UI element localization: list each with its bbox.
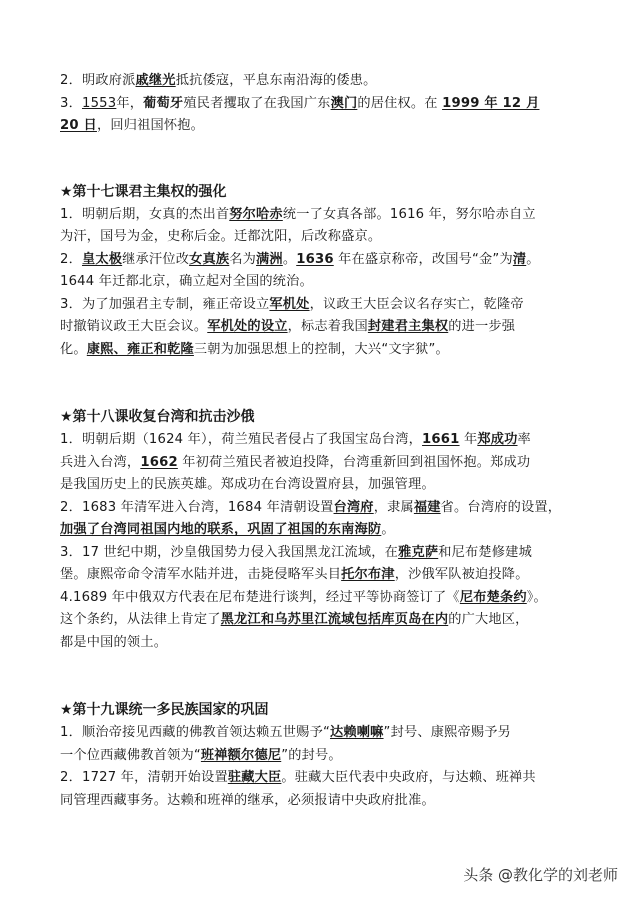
paragraph-16-2 xyxy=(60,70,595,93)
key-term: 封建君主集权 xyxy=(367,319,449,334)
text: 三朝为加强思想上的控制，大兴“文字狱”。 xyxy=(193,341,449,357)
text: 化。 xyxy=(60,341,87,357)
paragraph-19-2 xyxy=(60,767,595,790)
text: 年， xyxy=(116,95,144,111)
text: 这个条约，从法律上肯定了 xyxy=(60,612,221,627)
text: 3．17 世纪中期，沙皇俄国势力侵入我国黑龙江流域，在 xyxy=(60,544,399,560)
paragraph-18-4 xyxy=(60,587,595,610)
key-term: 黑龙江和乌苏里江流域包括库页岛在内 xyxy=(220,612,449,627)
key-term: 军机处 xyxy=(269,296,310,312)
text: 年 xyxy=(459,432,478,447)
section-title-17: ★第十七课君主集权的强化 xyxy=(60,183,227,200)
text: ，沙俄军队被迫投降。 xyxy=(394,567,529,582)
text: 3．为了加强君主专制，雍正帝设立 xyxy=(60,296,270,312)
paragraph-18-4-cont xyxy=(60,609,595,632)
key-term: 皇太极 xyxy=(81,251,123,267)
key-term: 军机处的设立 xyxy=(207,319,288,334)
text: 。驻藏大臣代表中央政府，与达赖、班禅共 xyxy=(281,770,536,785)
key-term: 澳门 xyxy=(330,95,358,111)
key-term: 清 xyxy=(512,251,527,267)
paragraph-18-4-cont2: 都是中国的领土。 xyxy=(60,634,168,650)
text: 2． xyxy=(60,251,82,267)
key-term: 1661 xyxy=(422,432,460,447)
key-term: 1999 年 12 月 xyxy=(442,95,540,111)
text: 的广大地区， xyxy=(448,612,529,627)
text: 统一了女真各部。1616 年，努尔哈赤自立 xyxy=(282,206,536,222)
text: ”封号、康熙帝赐予另 xyxy=(383,725,512,740)
author-watermark: 头条 @教化学的刘老师 xyxy=(463,866,618,884)
text: 2．1727 年，清朝开始设置 xyxy=(60,770,228,785)
key-term: 满洲 xyxy=(256,251,283,267)
key-term: 郑成功 xyxy=(477,432,518,447)
text: 抵抗倭寇，平息东南沿海的倭患。 xyxy=(175,73,377,88)
key-term: 驻藏大臣 xyxy=(227,770,282,785)
text: ，议政王大臣会议名存实亡，乾隆帝 xyxy=(309,296,524,312)
text: ，标志着我国 xyxy=(287,319,368,334)
paragraph-18-1-cont2: 是我国历史上的民族英雄。郑成功在台湾设置府县，加强管理。 xyxy=(60,477,435,492)
paragraph-17-1-cont: 为汗，国号为金，史称后金。迁都沈阳，后改称盛京。 xyxy=(60,229,382,244)
key-term: 康熙、雍正和乾隆 xyxy=(86,341,194,357)
paragraph-16-3 xyxy=(60,93,595,116)
text: 名为 xyxy=(229,251,257,267)
key-term: 1662 xyxy=(140,454,178,470)
text: ”的封号。 xyxy=(281,747,342,763)
paragraph-19-1 xyxy=(60,722,595,745)
text: 堡。康熙帝命令清军水陆并进，击毙侵略军头目 xyxy=(60,567,342,582)
key-term: 尼布楚条约 xyxy=(459,589,527,605)
document-page xyxy=(60,70,595,812)
text: ，隶属 xyxy=(373,499,414,515)
text: 》。 xyxy=(526,589,547,605)
key-term: 班禅额尔德尼 xyxy=(200,747,282,763)
section-title-19: ★第十九课统一多民族国家的巩固 xyxy=(60,702,269,718)
key-term: 雅克萨 xyxy=(398,544,439,560)
paragraph-18-2-cont xyxy=(60,519,595,542)
paragraph-17-3-cont2 xyxy=(60,339,595,362)
text: 。 xyxy=(381,522,395,537)
paragraph-18-3-cont xyxy=(60,564,595,587)
text: 率 xyxy=(517,432,531,447)
text: 。 xyxy=(526,251,540,267)
text: 1．顺治帝接见西藏的佛教首领达赖五世赐予“ xyxy=(60,725,330,740)
key-term: 福建 xyxy=(413,499,441,515)
key-term: 台湾府 xyxy=(333,499,374,515)
paragraph-17-3-cont xyxy=(60,316,595,339)
text: 一个位西藏佛教首领为“ xyxy=(60,747,201,763)
text: 2．明政府派 xyxy=(60,73,136,88)
text: 4.1689 年中俄双方代表在尼布楚进行谈判，经过平等协商签订了《 xyxy=(60,589,460,605)
paragraph-19-1-cont xyxy=(60,745,595,768)
key-term: 戚继光 xyxy=(135,73,176,88)
text: 的进一步强 xyxy=(448,319,516,334)
text: 和尼布楚修建城 xyxy=(438,544,532,560)
text: 省。台湾府的设置， xyxy=(440,499,562,515)
text: 3． xyxy=(60,95,82,111)
text: 殖民者攫取了在我国广东 xyxy=(183,95,331,111)
paragraph-18-3 xyxy=(60,542,595,565)
paragraph-18-1-cont xyxy=(60,452,595,475)
text: 继承汗位改 xyxy=(122,251,190,267)
paragraph-16-3-cont xyxy=(60,115,595,138)
key-term: 葡萄牙 xyxy=(143,95,184,111)
text: ，回归祖国怀抱。 xyxy=(96,118,205,133)
text: 。 xyxy=(282,251,297,267)
text: 年在盛京称帝，改国号“金”为 xyxy=(333,251,513,267)
paragraph-17-2-cont: 1644 年迁都北京，确立起对全国的统治。 xyxy=(60,274,313,289)
section-title-18: ★第十八课收复台湾和抗击沙俄 xyxy=(60,409,255,425)
key-term: 加强了台湾同祖国内地的联系，巩固了祖国的东南海防 xyxy=(60,522,382,537)
paragraph-17-2 xyxy=(60,249,595,272)
text: 的居住权。在 xyxy=(357,95,443,111)
paragraph-18-1 xyxy=(60,429,595,452)
key-term: 女真族 xyxy=(189,251,230,267)
key-term: 20 日 xyxy=(60,118,97,133)
text: 兵进入台湾， xyxy=(60,454,141,470)
text: 年初荷兰殖民者被迫投降，台湾重新回到祖国怀抱。郑成功 xyxy=(177,454,531,470)
paragraph-17-3 xyxy=(60,294,595,317)
text: 1．明朝后期（1624 年），荷兰殖民者侵占了我国宝岛台湾， xyxy=(60,432,423,447)
key-term: 1553 xyxy=(81,95,117,111)
key-term: 达赖喇嘛 xyxy=(329,725,384,740)
key-term: 努尔哈赤 xyxy=(229,206,283,222)
text: 时撤销议政王大臣会议。 xyxy=(60,319,208,334)
key-term: 1636 xyxy=(296,251,334,267)
paragraph-18-2 xyxy=(60,497,595,520)
key-term: 托尔布津 xyxy=(341,567,395,582)
text: 1．明朝后期，女真的杰出首 xyxy=(60,206,230,222)
paragraph-17-1 xyxy=(60,204,595,227)
text: 2．1683 年清军进入台湾，1684 年清朝设置 xyxy=(60,499,334,515)
paragraph-19-2-cont: 同管理西藏事务。达赖和班禅的继承，必须报请中央政府批准。 xyxy=(60,792,435,808)
